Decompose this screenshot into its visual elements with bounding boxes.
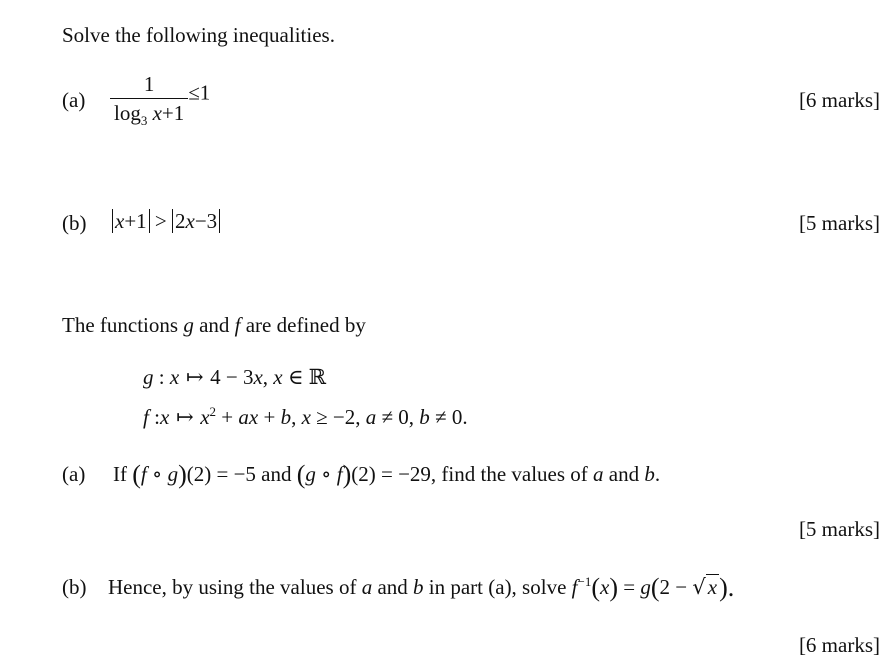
q1a-denominator — [110, 99, 188, 135]
g-name: g — [143, 365, 154, 389]
plus: + — [258, 405, 281, 429]
q2b-marks: [6 marks] — [798, 633, 880, 657]
and-text: and — [603, 462, 645, 486]
real-numbers: ℝ — [308, 365, 327, 389]
paren: ( — [296, 460, 306, 489]
q1b-expression — [112, 209, 220, 234]
paren: ( — [132, 460, 141, 489]
find-text: find the values of — [436, 462, 594, 486]
paren: ) — [342, 460, 352, 489]
var-a: a — [238, 405, 249, 429]
paren: ) — [178, 460, 187, 489]
var-x: x — [200, 405, 210, 429]
q2a-marks: [5 marks] — [798, 517, 880, 541]
var-b: b — [280, 405, 292, 429]
equals: = — [618, 575, 641, 599]
q1a-marks: [6 marks] — [798, 88, 880, 112]
q2-intro — [62, 313, 366, 338]
f-name: f — [143, 405, 149, 429]
colon: : — [148, 405, 160, 429]
q1b-label: (b) — [62, 211, 87, 235]
colon: : — [153, 365, 170, 389]
var-a: a — [365, 405, 377, 429]
func-g: g — [305, 462, 316, 486]
func-f: f — [234, 313, 241, 337]
two-minus: 2 − — [659, 575, 693, 599]
paren: ) — [609, 573, 618, 602]
q1a-fraction — [110, 70, 188, 135]
var-x: x — [707, 575, 718, 599]
q1a-label: (a) — [62, 88, 86, 112]
equals: = −5 — [211, 462, 256, 486]
log-base: 3 — [140, 113, 148, 129]
comma: , — [291, 405, 302, 429]
den-tail: +1 — [161, 101, 185, 125]
comma: , — [262, 365, 274, 389]
q2a-label: (a) — [62, 462, 86, 486]
q1a-rhs: ≤1 — [188, 80, 211, 105]
var-x: x — [152, 101, 162, 125]
condition: ≠ 0, — [376, 405, 420, 429]
mapsto: ↦ — [169, 405, 201, 429]
func-f: f — [140, 462, 147, 486]
q1-intro: Solve the following inequalities. — [62, 23, 335, 47]
greater-than: > — [154, 209, 167, 233]
and-text: and — [193, 313, 235, 337]
paren: ( — [591, 573, 600, 602]
var-x: x — [253, 365, 263, 389]
and-text: and — [372, 575, 414, 599]
func-f: f — [571, 575, 578, 599]
q2b-text — [108, 573, 734, 603]
paren: ). — [719, 573, 735, 602]
func-g: g — [183, 313, 194, 337]
intro-pre: The functions — [62, 313, 184, 337]
q1a-expression — [110, 70, 210, 135]
var-x: x — [115, 209, 125, 233]
condition: ≥ −2, — [310, 405, 366, 429]
equals: = −29, — [375, 462, 437, 486]
var-a: a — [593, 462, 604, 486]
var-x: x — [248, 405, 259, 429]
var-x: x — [169, 365, 180, 389]
var-b: b — [419, 405, 430, 429]
var-x: x — [185, 209, 195, 233]
func-g: g — [640, 575, 651, 599]
rhs-rest: −3 — [194, 209, 218, 233]
text: in part (a), solve — [423, 575, 572, 599]
q2a-text — [113, 460, 660, 490]
period: . — [654, 462, 661, 486]
var-x: x — [273, 365, 283, 389]
and-text: and — [255, 462, 297, 486]
arg: (2) — [186, 462, 212, 486]
if-text: If — [113, 462, 133, 486]
text: Hence, by using the values of — [108, 575, 362, 599]
var-x: x — [600, 575, 610, 599]
var-a: a — [361, 575, 373, 599]
def-g — [143, 365, 326, 390]
rhs-coef: 2 — [175, 209, 186, 233]
arg: (2) — [351, 462, 376, 486]
condition: ≠ 0. — [429, 405, 468, 429]
func-g: g — [167, 462, 179, 486]
lhs-rest: +1 — [124, 209, 147, 233]
var-x: x — [301, 405, 311, 429]
plus: + — [216, 405, 239, 429]
sqrt-icon: √ — [692, 575, 706, 599]
q1b-marks: [5 marks] — [798, 211, 880, 235]
func-f: f — [336, 462, 343, 486]
abs-rhs — [172, 209, 220, 233]
g-body: 4 − 3 — [210, 365, 254, 389]
var-x: x — [159, 405, 170, 429]
exponent: 2 — [209, 404, 217, 419]
compose: ∘ — [146, 462, 168, 486]
abs-lhs — [112, 209, 150, 233]
intro-post: are defined by — [240, 313, 366, 337]
var-b: b — [644, 462, 655, 486]
element-of: ∈ — [282, 365, 309, 389]
paren: ( — [650, 573, 660, 602]
compose: ∘ — [315, 462, 337, 486]
def-f — [143, 404, 468, 430]
q1a-numerator: 1 — [110, 70, 188, 99]
inverse-exponent: −1 — [577, 574, 592, 589]
q2b-label: (b) — [62, 575, 87, 599]
var-b: b — [413, 575, 424, 599]
log-text: log — [114, 101, 141, 125]
mapsto: ↦ — [179, 365, 211, 389]
